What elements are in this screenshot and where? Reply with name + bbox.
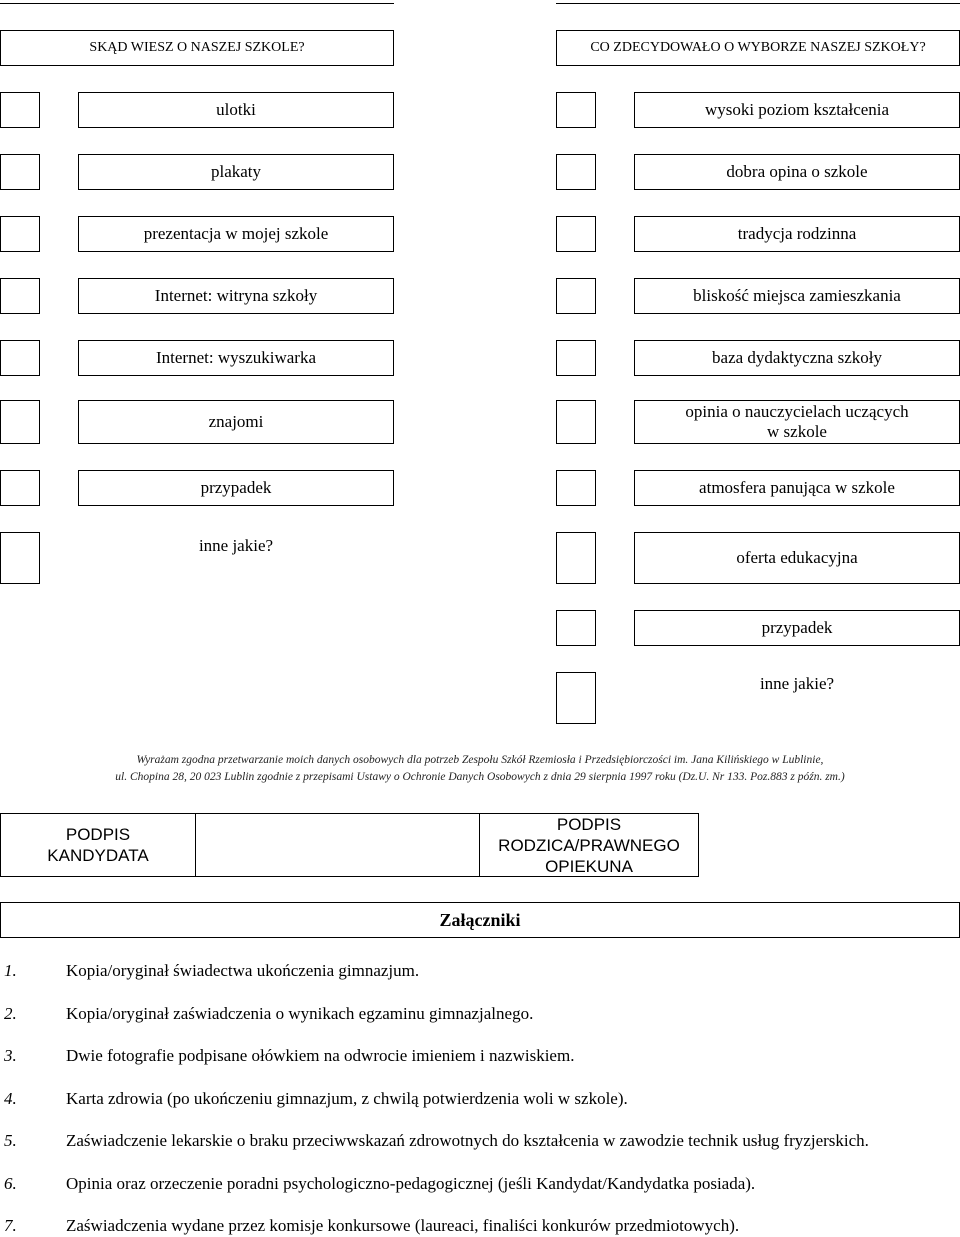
attachment-text: Dwie fotografie podpisane ołówkiem na odwrocie imieniem i nazwiskiem. [66,1046,575,1065]
signature-candidate[interactable]: PODPIS KANDYDATA [0,813,196,877]
attachment-num: 3. [4,1046,17,1065]
option-inne-right: inne jakie? [759,674,835,693]
attachment-text: Opinia oraz orzeczenie poradni psychologiczno-pedagogicznej (jeśli Kandydat/Kandydatka posiada). [66,1174,756,1193]
attachment-num: 4. [4,1089,17,1108]
checkbox-internet-wyszukiwarka[interactable] [0,340,40,376]
checkbox-tradycja[interactable] [556,216,596,252]
attachment-num: 5. [4,1131,17,1150]
option-nauczyciele: opinia o nauczycielach uczących w szkole [634,400,960,444]
option-plakaty: plakaty [78,154,394,190]
attachment-text: Karta zdrowia (po ukończeniu gimnazjum, z chwilą potwierdzenia woli w szkole). [66,1089,628,1108]
option-dobra-opinia: dobra opina o szkole [634,154,960,190]
right-header-text: CO ZDECYDOWAŁO O WYBORZE NASZEJ SZKOŁY? [590,40,926,55]
top-rule-left [0,3,394,4]
option-znajomi: znajomi [78,400,394,444]
attachment-text: Zaświadczenie lekarskie o braku przeciwwskazań zdrowotnych do kształcenia w zawodzie technik usług fryzjerskich. [66,1131,869,1150]
left-column-header [0,30,394,66]
option-baza: baza dydaktyczna szkoły [634,340,960,376]
checkbox-nauczyciele[interactable] [556,400,596,444]
checkbox-oferta[interactable] [556,532,596,584]
signature-candidate-area[interactable] [196,813,479,877]
checkbox-bliskosc[interactable] [556,278,596,314]
attachment-text: Kopia/oryginał zaświadczenia o wynikach egzaminu gimnazjalnego. [66,1004,534,1023]
attachment-text: Kopia/oryginał świadectwa ukończenia gimnazjum. [66,961,420,980]
checkbox-ulotki[interactable] [0,92,40,128]
checkbox-dobra-opinia[interactable] [556,154,596,190]
option-przypadek-left: przypadek [78,470,394,506]
checkbox-baza[interactable] [556,340,596,376]
option-internet-wyszukiwarka: Internet: wyszukiwarka [78,340,394,376]
option-przypadek-right: przypadek [634,610,960,646]
checkbox-znajomi[interactable] [0,400,40,444]
consent-line-2: ul. Chopina 28, 20 023 Lublin zgodnie z przepisami Ustawy o Ochronie Danych Osobowych z dnia 29 sierpnia 1997 roku (Dz.U. Nr 133. Poz.883 z późn. zm.) [115,771,845,783]
left-header-text: SKĄD WIESZ O NASZEJ SZKOLE? [89,40,305,55]
top-rule-right [556,3,960,4]
attachment-num: 7. [4,1216,17,1235]
option-ulotki: ulotki [78,92,394,128]
option-prezentacja: prezentacja w mojej szkole [78,216,394,252]
checkbox-inne-left[interactable] [0,532,40,584]
attachment-text: Zaświadczenia wydane przez komisje konkursowe (laureaci, finaliści konkurów przedmiotowych). [66,1216,740,1235]
option-internet-witryna: Internet: witryna szkoły [78,278,394,314]
option-tradycja: tradycja rodzinna [634,216,960,252]
checkbox-wysoki-poziom[interactable] [556,92,596,128]
attachments-title: Załączniki [0,902,960,938]
checkbox-atmosfera[interactable] [556,470,596,506]
checkbox-przypadek-right[interactable] [556,610,596,646]
checkbox-przypadek-left[interactable] [0,470,40,506]
option-oferta: oferta edukacyjna [634,532,960,584]
option-bliskosc: bliskość miejsca zamieszkania [634,278,960,314]
checkbox-inne-right[interactable] [556,672,596,724]
checkbox-plakaty[interactable] [0,154,40,190]
signature-parent[interactable]: PODPIS RODZICA/PRAWNEGO OPIEKUNA [479,813,699,877]
attachment-num: 2. [4,1004,17,1023]
option-atmosfera: atmosfera panująca w szkole [634,470,960,506]
option-wysoki-poziom: wysoki poziom kształcenia [634,92,960,128]
checkbox-internet-witryna[interactable] [0,278,40,314]
attachment-num: 1. [4,961,17,980]
right-column-header [556,30,960,66]
consent-line-1: Wyrażam zgodna przetwarzanie moich danych osobowych dla potrzeb Zespołu Szkół Rzemiosła i Przedsiębiorczości im. Jana Kilińskiego w Lublinie, [136,754,824,766]
attachment-num: 6. [4,1174,17,1193]
checkbox-prezentacja[interactable] [0,216,40,252]
option-inne-left: inne jakie? [198,536,274,555]
